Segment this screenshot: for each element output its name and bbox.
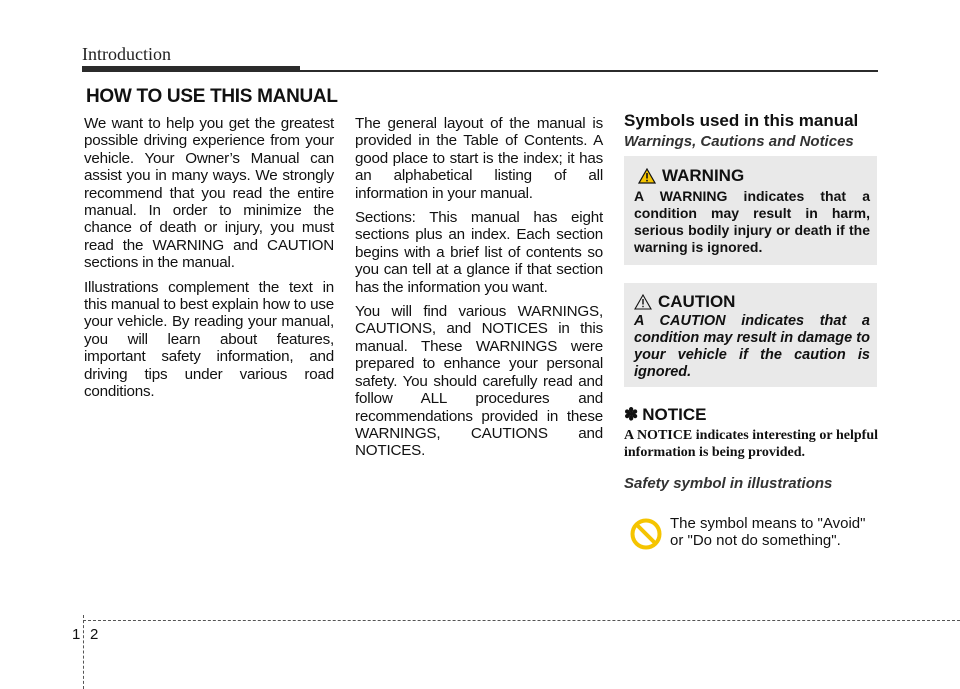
- warnings-subtitle: Warnings, Cautions and Notices: [624, 133, 854, 150]
- layout-paragraph: The general layout of the manual is provided in the Table of Contents. A good place to start is the index; it has an alphabetical listing of all information in your manual.: [355, 115, 603, 202]
- page-divider-horizontal: [83, 620, 960, 621]
- warning-triangle-outline-icon: [634, 294, 652, 310]
- header-rule-thin: [300, 70, 878, 72]
- notice-star-icon: ✽: [624, 405, 639, 424]
- warning-text: A WARNING indicates that a condition may result in harm, serious bodily injury or death if the warning is ignored.: [634, 188, 870, 255]
- intro-column-2: [355, 115, 603, 467]
- notice-title: [624, 405, 706, 425]
- caution-label: CAUTION: [658, 292, 736, 311]
- intro-paragraph-1: We want to help you get the greatest possible driving experience from your vehicle. Your Owner’s Manual can assist you in many ways. We strongly recommend that you read the entire manual. In order to minimize the chance of death or injury, you must read the WARNING and CAUTION sections in the manual.: [84, 115, 334, 272]
- notice-label: NOTICE: [642, 405, 707, 424]
- warning-box: [624, 156, 877, 265]
- prohibited-icon: [630, 518, 662, 550]
- page-divider-vertical: [83, 615, 84, 689]
- caution-text: A CAUTION indicates that a condition may result in damage to your vehicle if the caution is ignored.: [634, 313, 870, 380]
- header-title: Introduction: [82, 44, 171, 64]
- section-title: HOW TO USE THIS MANUAL: [86, 86, 338, 107]
- intro-paragraph-2: Illustrations complement the text in this manual to best explain how to use your vehicle. By reading your manual, you will learn about features, important safety information, and driving tips under various road conditions.: [84, 278, 334, 401]
- notice-text: A NOTICE indicates interesting or helpful information is being provided.: [624, 428, 878, 460]
- caution-box: [624, 283, 877, 387]
- sections-paragraph: Sections: This manual has eight sections plus an index. Each section begins with a brief list of contents so you can tell at a glance if that section has the information you want.: [355, 209, 603, 296]
- caution-header: [634, 292, 735, 312]
- symbols-title: Symbols used in this manual: [624, 111, 859, 130]
- section-number: 1: [72, 626, 81, 643]
- warning-header: [638, 166, 744, 186]
- header-rule-thick: [82, 66, 300, 72]
- page-number: 2: [90, 626, 99, 643]
- warnings-paragraph: You will find various WARNINGS, CAUTIONS, and NOTICES in this manual. These WARNINGS were prepared to enhance your personal safety. You should carefully read and follow ALL procedures and recommendations provided in these WARNINGS, CAUTIONS and NOTICES.: [355, 303, 603, 460]
- avoid-text: The symbol means to "Avoid" or "Do not do something".: [670, 515, 866, 549]
- intro-column-1: [84, 115, 334, 408]
- warning-triangle-filled-icon: [638, 168, 656, 184]
- safety-subtitle: Safety symbol in illustrations: [624, 475, 833, 492]
- warning-label: WARNING: [662, 166, 745, 185]
